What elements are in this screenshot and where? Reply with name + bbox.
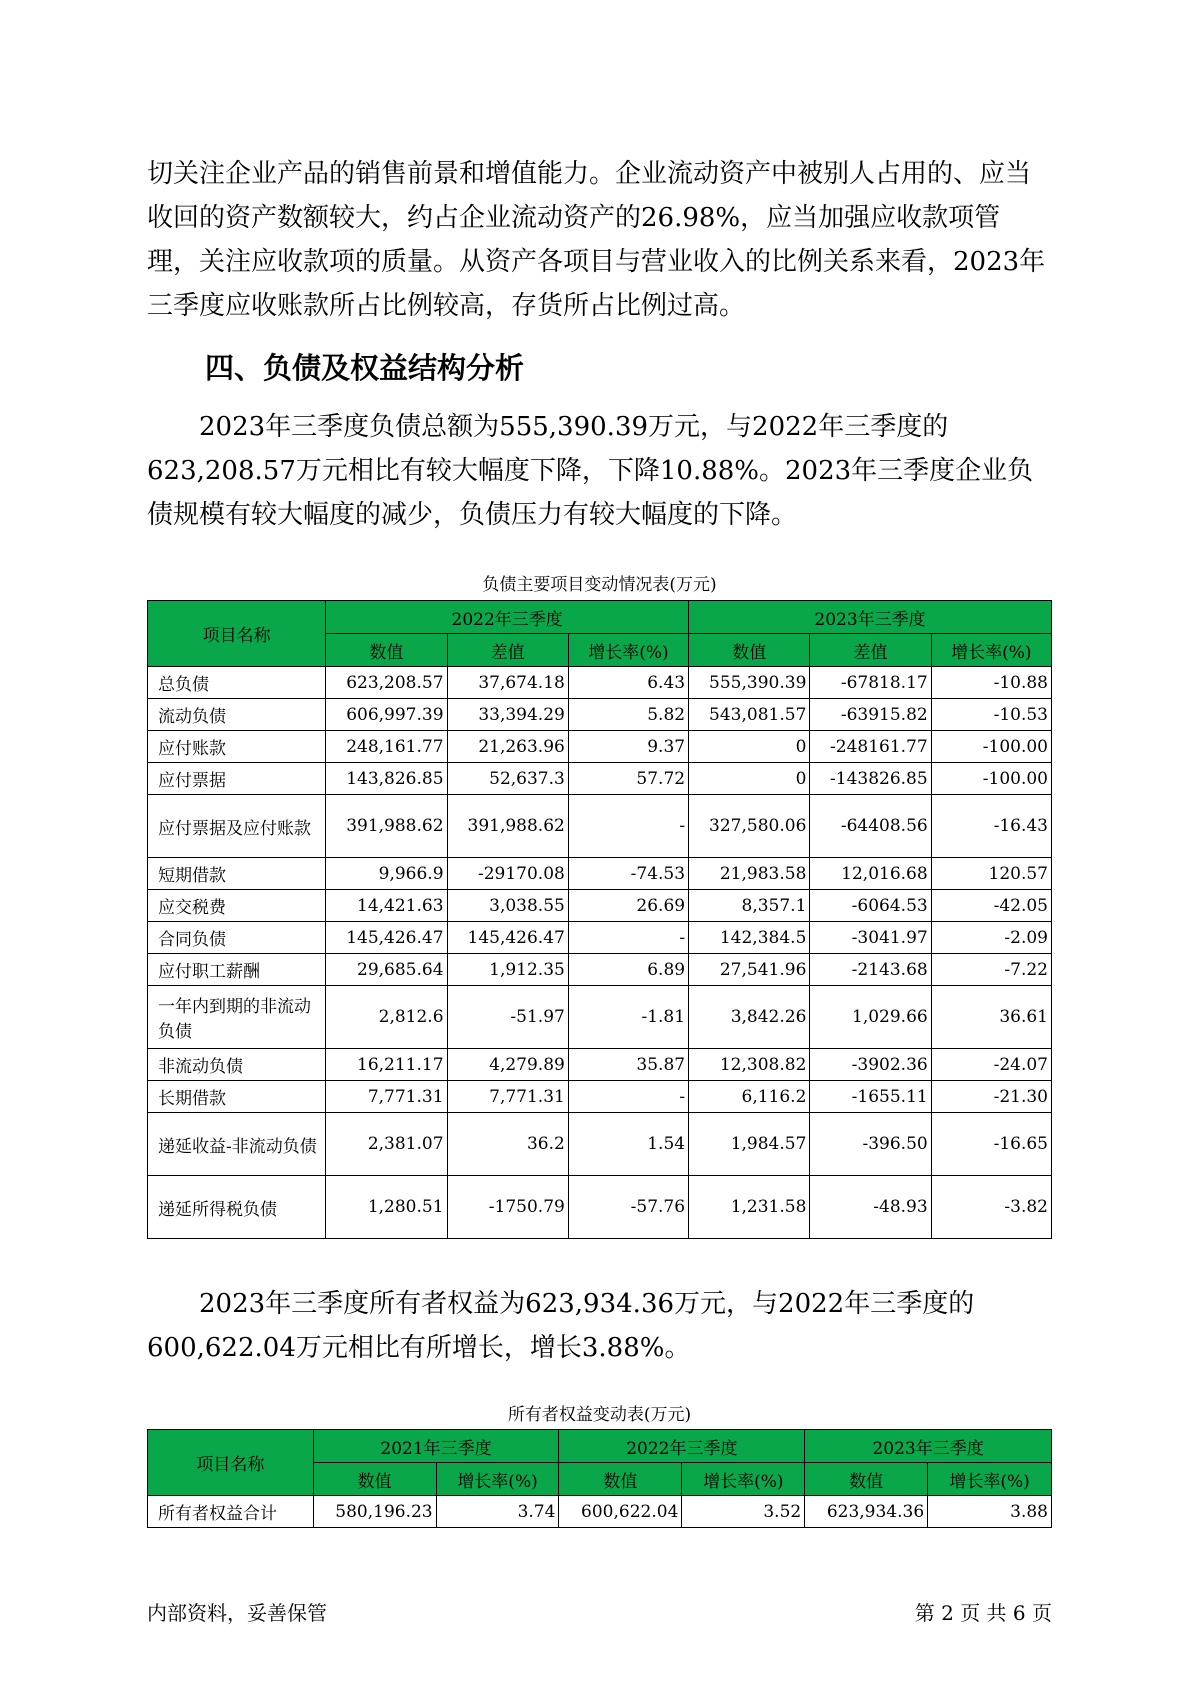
cell-diff: -1750.79 [447,1176,568,1239]
paragraph-asset-analysis: 切关注企业产品的销售前景和增值能力。企业流动资产中被别人占用的、应当收回的资产数额较大，约占企业流动资产的26.98%，应当加强应收款项管理，关注应收款项的质量。从资产各项目与营业收入的比例关系来看，2023年三季度应收账款所占比例较高，存货所占比例过高。 [147,159,1046,321]
header-rate: 增长率(%) [436,1463,559,1496]
row-name: 所有者权益合计 [148,1496,314,1528]
cell-value: 1,231.58 [689,1176,810,1239]
table-row [148,922,1052,954]
header-value: 数值 [313,1463,436,1496]
header-value: 数值 [326,634,447,667]
cell-rate: -16.43 [931,795,1051,858]
table-row [148,986,1052,1049]
header-rate: 增长率(%) [568,634,688,667]
header-period-2022q3: 2022年三季度 [559,1430,805,1463]
cell-value: 0 [689,731,810,763]
cell-diff: -396.50 [810,1113,931,1176]
cell-diff: 1,912.35 [447,954,568,986]
cell-value: 623,934.36 [805,1496,928,1528]
cell-value: 145,426.47 [326,922,447,954]
cell-diff: -1655.11 [810,1081,931,1113]
cell-rate: -100.00 [931,763,1051,795]
cell-diff: -3041.97 [810,922,931,954]
header-value: 数值 [559,1463,682,1496]
cell-diff: -6064.53 [810,890,931,922]
header-period-2023q3: 2023年三季度 [689,601,1052,634]
cell-diff: 33,394.29 [447,699,568,731]
header-rate: 增长率(%) [928,1463,1052,1496]
cell-diff: 37,674.18 [447,667,568,699]
table-caption-liabilities: 负债主要项目变动情况表(万元) [482,575,717,595]
cell-rate: 3.74 [436,1496,559,1528]
header-period-2023q3: 2023年三季度 [805,1430,1052,1463]
table-row [148,699,1052,731]
cell-rate: - [568,1081,688,1113]
cell-value: 143,826.85 [326,763,447,795]
table-row [148,954,1052,986]
row-name: 递延所得税负债 [148,1176,326,1239]
cell-value: 543,081.57 [689,699,810,731]
row-name: 流动负债 [148,699,326,731]
cell-rate: 36.61 [931,986,1051,1049]
cell-diff: -143826.85 [810,763,931,795]
row-name: 应付票据及应付账款 [148,795,326,858]
row-name: 应交税费 [148,890,326,922]
cell-rate: -21.30 [931,1081,1051,1113]
header-rate: 增长率(%) [931,634,1051,667]
footer-page-number: 第 2 页 共 6 页 [914,1601,1052,1625]
cell-value: 600,622.04 [559,1496,682,1528]
cell-diff: -248161.77 [810,731,931,763]
cell-value: 1,984.57 [689,1113,810,1176]
cell-diff: 36.2 [447,1113,568,1176]
row-name: 长期借款 [148,1081,326,1113]
cell-diff: -64408.56 [810,795,931,858]
row-name: 应付职工薪酬 [148,954,326,986]
header-diff: 差值 [447,634,568,667]
header-value: 数值 [689,634,810,667]
cell-value: 391,988.62 [326,795,447,858]
table-row [148,1049,1052,1081]
row-name: 短期借款 [148,858,326,890]
cell-diff: 145,426.47 [447,922,568,954]
cell-rate: 26.69 [568,890,688,922]
cell-value: 12,308.82 [689,1049,810,1081]
cell-value: 606,997.39 [326,699,447,731]
cell-value: 580,196.23 [313,1496,436,1528]
table-row [148,1496,1052,1528]
table-caption-equity: 所有者权益变动表(万元) [507,1405,692,1425]
cell-diff: -63915.82 [810,699,931,731]
cell-rate: -1.81 [568,986,688,1049]
cell-value: 29,685.64 [326,954,447,986]
table-row [148,667,1052,699]
cell-value: 16,211.17 [326,1049,447,1081]
cell-rate: -3.82 [931,1176,1051,1239]
row-name: 总负债 [148,667,326,699]
header-diff: 差值 [810,634,931,667]
cell-diff: 12,016.68 [810,858,931,890]
cell-value: 555,390.39 [689,667,810,699]
cell-rate: -16.65 [931,1113,1051,1176]
cell-diff: -3902.36 [810,1049,931,1081]
cell-value: 7,771.31 [326,1081,447,1113]
cell-rate: 9.37 [568,731,688,763]
cell-rate: -100.00 [931,731,1051,763]
cell-rate: - [568,922,688,954]
row-name: 非流动负债 [148,1049,326,1081]
cell-value: 21,983.58 [689,858,810,890]
cell-value: 1,280.51 [326,1176,447,1239]
header-item-name: 项目名称 [148,601,326,667]
cell-rate: 35.87 [568,1049,688,1081]
table-row [148,890,1052,922]
cell-diff: 7,771.31 [447,1081,568,1113]
cell-value: 27,541.96 [689,954,810,986]
cell-value: 248,161.77 [326,731,447,763]
cell-rate: 6.43 [568,667,688,699]
equity-table [147,1429,1052,1528]
header-value: 数值 [805,1463,928,1496]
cell-diff: -67818.17 [810,667,931,699]
cell-diff: 391,988.62 [447,795,568,858]
cell-value: 623,208.57 [326,667,447,699]
cell-diff: 4,279.89 [447,1049,568,1081]
table-row [148,1081,1052,1113]
cell-value: 6,116.2 [689,1081,810,1113]
cell-diff: -2143.68 [810,954,931,986]
row-name: 应付账款 [148,731,326,763]
cell-diff: 1,029.66 [810,986,931,1049]
cell-diff: 52,637.3 [447,763,568,795]
table-row [148,858,1052,890]
cell-value: 3,842.26 [689,986,810,1049]
cell-rate: -10.88 [931,667,1051,699]
cell-value: 9,966.9 [326,858,447,890]
liabilities-table [147,600,1052,1239]
cell-rate: -24.07 [931,1049,1051,1081]
paragraph-equity-summary: 2023年三季度所有者权益为623,934.36万元，与2022年三季度的600,622.04万元相比有所增长，增长3.88%。 [147,1289,975,1363]
paragraph-liabilities-summary: 2023年三季度负债总额为555,390.39万元，与2022年三季度的623,208.57万元相比有较大幅度下降，下降10.88%。2023年三季度企业负债规模有较大幅度的减少，负债压力有较大幅度的下降。 [147,412,1034,530]
footer-confidential-note: 内部资料，妥善保管 [147,1601,327,1625]
cell-rate: -57.76 [568,1176,688,1239]
cell-value: 0 [689,763,810,795]
table-row [148,731,1052,763]
cell-diff: -51.97 [447,986,568,1049]
cell-value: 14,421.63 [326,890,447,922]
header-period-2022q3: 2022年三季度 [326,601,689,634]
cell-rate: 3.88 [928,1496,1052,1528]
cell-rate: 5.82 [568,699,688,731]
row-name: 一年内到期的非流动负债 [148,986,326,1049]
row-name: 应付票据 [148,763,326,795]
cell-rate: - [568,795,688,858]
cell-diff: 21,263.96 [447,731,568,763]
cell-rate: 120.57 [931,858,1051,890]
cell-rate: -42.05 [931,890,1051,922]
table-row [148,763,1052,795]
row-name: 递延收益-非流动负债 [148,1113,326,1176]
cell-rate: 57.72 [568,763,688,795]
cell-rate: 3.52 [682,1496,805,1528]
cell-rate: -74.53 [568,858,688,890]
header-rate: 增长率(%) [682,1463,805,1496]
cell-rate: -2.09 [931,922,1051,954]
cell-rate: 1.54 [568,1113,688,1176]
cell-diff: 3,038.55 [447,890,568,922]
cell-value: 142,384.5 [689,922,810,954]
cell-value: 8,357.1 [689,890,810,922]
table-row [148,1113,1052,1176]
cell-value: 2,812.6 [326,986,447,1049]
header-item-name: 项目名称 [148,1430,314,1496]
table-row [148,1176,1052,1239]
header-period-2021q3: 2021年三季度 [313,1430,559,1463]
cell-rate: 6.89 [568,954,688,986]
cell-rate: -10.53 [931,699,1051,731]
section-heading-liabilities-equity: 四、负债及权益结构分析 [205,351,525,385]
cell-diff: -29170.08 [447,858,568,890]
cell-rate: -7.22 [931,954,1051,986]
table-row [148,795,1052,858]
cell-value: 327,580.06 [689,795,810,858]
row-name: 合同负债 [148,922,326,954]
cell-diff: -48.93 [810,1176,931,1239]
cell-value: 2,381.07 [326,1113,447,1176]
